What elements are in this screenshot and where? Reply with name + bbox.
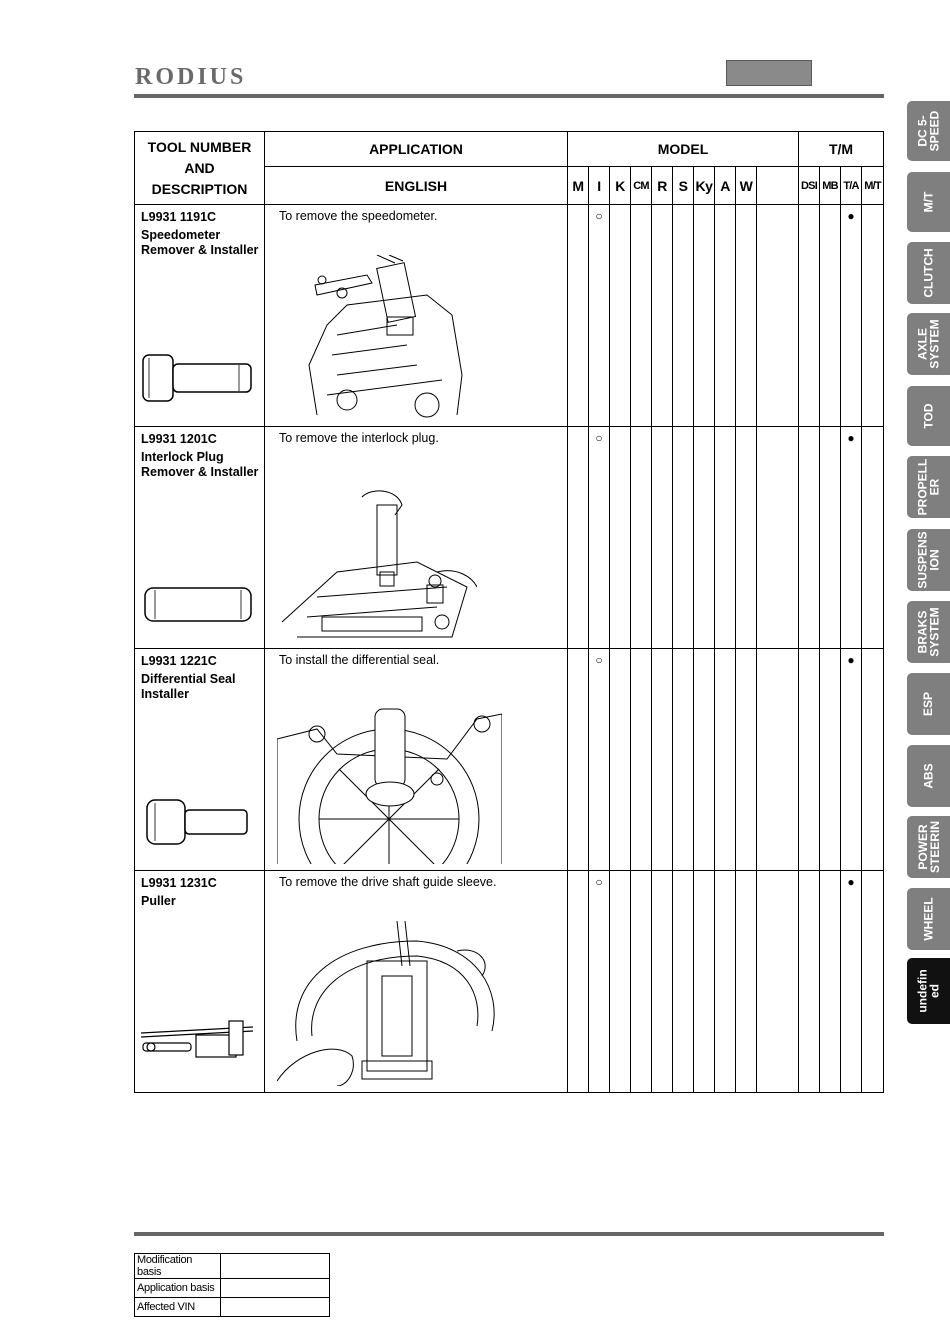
tool-description: Speedometer Remover & Installer [141,228,259,257]
tab-label: PROPELL ER [915,458,942,516]
tab-label: SUSPENS ION [915,531,942,589]
tab-label: M/T [921,191,936,213]
tool-header [135,132,265,205]
tab-label: ABS [921,763,936,789]
tool-header-label: TOOL NUMBER AND DESCRIPTION [147,138,252,197]
application-basis-value [220,1279,329,1298]
table-row [135,1279,330,1298]
differential-seal-tool-image [141,798,256,848]
brand-logo: RODIUS [135,64,247,90]
table-row [135,205,884,427]
tab-label: CLUTCH [921,248,936,298]
table-row [135,871,884,1093]
table-row [135,649,884,871]
table-row [135,427,884,649]
footer-rule [134,1232,884,1236]
open-circle-mark: ○ [595,209,603,223]
speedometer-removal-illustration [277,255,477,420]
tab-label: TOD [921,403,936,429]
application-basis-label: Application basis [135,1279,221,1298]
model-col-ky: Ky [694,167,715,205]
mark-i [589,205,610,427]
filled-circle-mark: ● [847,209,855,223]
tm-header: T/M [799,132,884,167]
header-rule [134,94,884,98]
model-col-m: M [568,167,589,205]
revision-table [134,1253,330,1317]
tool-number: L9931 1231C [141,876,217,890]
model-col-w: W [736,167,757,205]
tool-cell [135,649,265,871]
model-header: MODEL [568,132,799,167]
tab-wheel[interactable] [907,888,950,950]
application-text: To remove the interlock plug. [279,431,439,445]
model-col-r: R [652,167,673,205]
model-col-a: A [715,167,736,205]
model-col-s: S [673,167,694,205]
tab-propeller[interactable] [907,456,950,518]
tool-description: Interlock Plug Remover & Installer [141,450,259,479]
filled-circle-mark: ● [847,875,855,889]
model-col-cm: CM [631,167,652,205]
tool-number: L9931 1221C [141,654,217,668]
open-circle-mark: ○ [595,653,603,667]
puller-tool-image [141,1015,261,1070]
tool-number: L9931 1201C [141,432,217,446]
special-tools-table [134,131,884,1093]
mark-i [589,871,610,1093]
mark-ta [841,649,862,871]
tab-label: DC 5- SPEED [915,110,942,152]
application-text: To install the differential seal. [279,653,440,667]
mark-ta [841,871,862,1093]
modification-basis-label: Modification basis [135,1254,221,1279]
mark-i [589,649,610,871]
tool-description: Differential Seal Installer [141,672,236,701]
tab-clutch[interactable] [907,242,950,304]
application-cell [265,205,568,427]
speedometer-tool-image [141,354,256,404]
application-cell [265,649,568,871]
differential-seal-illustration [277,699,502,864]
filled-circle-mark: ● [847,653,855,667]
mark-i [589,427,610,649]
mark-ta [841,205,862,427]
tool-cell [135,205,265,427]
tab-dc5-speed[interactable] [907,101,950,161]
tab-undefined[interactable] [907,958,950,1024]
tab-tod[interactable] [907,386,950,446]
open-circle-mark: ○ [595,875,603,889]
affected-vin-value [220,1298,329,1317]
tab-label: BRAKS SYSTEM [915,607,942,657]
tool-number: L9931 1191C [141,210,217,224]
model-col-blank [757,167,799,205]
english-header: ENGLISH [265,167,568,205]
tab-axle-system[interactable] [907,313,950,375]
tm-col-mb: MB [820,167,841,205]
tab-label: ESP [921,691,936,717]
tab-mt[interactable] [907,172,950,232]
tab-label: undefin ed [915,969,942,1013]
tool-description: Puller [141,894,176,908]
tab-suspension[interactable] [907,529,950,591]
application-text: To remove the speedometer. [279,209,438,223]
mark-ta [841,427,862,649]
guide-sleeve-puller-illustration [277,921,502,1086]
section-marker [726,60,812,86]
tool-cell [135,427,265,649]
table-row [135,1254,330,1279]
modification-basis-value [220,1254,329,1279]
tm-col-dsi: DSI [799,167,820,205]
filled-circle-mark: ● [847,431,855,445]
application-cell [265,871,568,1093]
tm-col-mt: M/T [862,167,884,205]
affected-vin-label: Affected VIN [135,1298,221,1317]
application-text: To remove the drive shaft guide sleeve. [279,875,497,889]
mark-m [568,205,589,427]
tab-abs[interactable] [907,745,950,807]
application-header: APPLICATION [265,132,568,167]
model-col-i: I [589,167,610,205]
open-circle-mark: ○ [595,431,603,445]
application-cell [265,427,568,649]
tab-brake-system[interactable] [907,601,950,663]
tm-col-ta: T/A [841,167,862,205]
interlock-plug-illustration [277,477,477,642]
tab-label: POWER STEERIN [915,820,942,874]
table-row [135,1298,330,1317]
tab-label: AXLE SYSTEM [915,319,942,369]
interlock-plug-tool-image [141,584,256,626]
tab-label: WHEEL [921,897,936,941]
tool-cell [135,871,265,1093]
tab-esp[interactable] [907,673,950,735]
model-col-k: K [610,167,631,205]
tab-power-steering[interactable] [907,816,950,878]
